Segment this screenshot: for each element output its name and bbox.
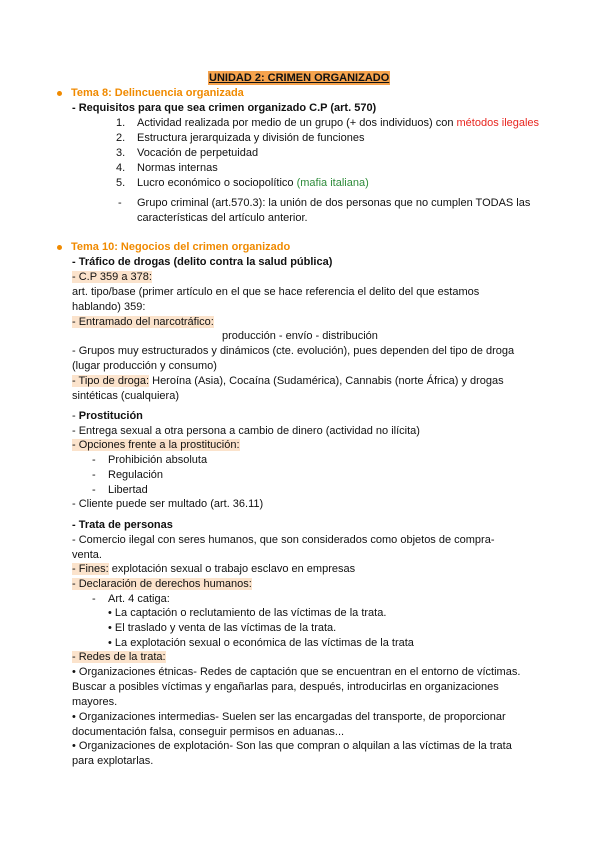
grupo-dash: - xyxy=(118,197,122,209)
trafico-heading: - Tráfico de drogas (delito contra la salud pública) xyxy=(72,256,333,268)
redes-label: - Redes de la trata: xyxy=(72,651,166,663)
list-item: Estructura jerarquizada y división de funciones xyxy=(137,132,365,144)
option-item: Regulación xyxy=(108,469,164,481)
org-intermedias-line2: documentación falsa, conseguir permisos en aduanas... xyxy=(72,726,345,738)
entramado-label: - Entramado del narcotráfico: xyxy=(72,316,214,328)
art-tipo-line1: art. tipo/base (primer artículo en el que se hace referencia el delito del que estamos xyxy=(72,286,480,298)
list-number: 3. xyxy=(116,147,126,159)
grupos-line2: (lugar producción y consumo) xyxy=(72,360,217,372)
art4-item: • La captación o reclutamiento de las víctimas de la trata. xyxy=(108,607,387,619)
list-item: Lucro económico o sociopolítico (mafia italiana) xyxy=(137,177,369,189)
art4-item: • El traslado y venta de las víctimas de la trata. xyxy=(108,622,337,634)
art4-dash: - xyxy=(92,593,96,605)
trata-heading: - Trata de personas xyxy=(72,519,173,531)
tema8-heading: Tema 8: Delincuencia organizada xyxy=(71,87,244,99)
grupos-line1: - Grupos muy estructurados y dinámicos (cte. evolución), pues dependen del tipo de droga xyxy=(72,345,515,357)
org-etnicas-line3: mayores. xyxy=(72,696,118,708)
list-item: Vocación de perpetuidad xyxy=(137,147,259,159)
art4-text: Art. 4 catiga: xyxy=(108,593,170,605)
entrega-text: - Entrega sexual a otra persona a cambio de dinero (actividad no ilícita) xyxy=(72,425,420,437)
org-intermedias-line1: • Organizaciones intermedias- Suelen ser las encargadas del transporte, de proporcionar xyxy=(72,711,506,723)
tipo-droga-line2: sintéticas (cualquiera) xyxy=(72,390,179,402)
option-item: Prohibición absoluta xyxy=(108,454,208,466)
org-explotacion-line1: • Organizaciones de explotación- Son las que compran o alquilan a las víctimas de la trata xyxy=(72,740,512,752)
tema10-heading: Tema 10: Negocios del crimen organizado xyxy=(71,241,291,253)
org-etnicas-line1: • Organizaciones étnicas- Redes de captación que se encuentran en el entorno de víctimas. xyxy=(72,666,521,678)
bullet-dot-icon xyxy=(57,245,62,250)
org-explotacion-line2: para explotarlas. xyxy=(72,755,154,767)
list-number: 1. xyxy=(116,117,126,129)
list-number: 4. xyxy=(116,162,126,174)
grupo-criminal-line1: Grupo criminal (art.570.3): la unión de dos personas que no cumplen TODAS las xyxy=(137,197,531,209)
declaracion-label: - Declaración de derechos humanos: xyxy=(72,578,252,590)
tipo-droga-line1: - Tipo de droga: Heroína (Asia), Cocaína (Sudamérica), Cannabis (norte África) y drogas xyxy=(72,375,504,387)
cliente-text: - Cliente puede ser multado (art. 36.11) xyxy=(72,498,264,510)
list-item: Normas internas xyxy=(137,162,218,174)
prostitucion-heading: - Prostitución xyxy=(72,410,143,422)
requisitos-heading: - Requisitos para que sea crimen organizado C.P (art. 570) xyxy=(72,102,377,114)
list-item: Actividad realizada por medio de un grupo (+ dos individuos) con métodos ilegales xyxy=(137,117,540,129)
opciones-label: - Opciones frente a la prostitución: xyxy=(72,439,240,451)
comercio-line1: - Comercio ilegal con seres humanos, que son considerados como objetos de compra- xyxy=(72,534,495,546)
art-tipo-line2: hablando) 359: xyxy=(72,301,146,313)
page-title: UNIDAD 2: CRIMEN ORGANIZADO xyxy=(209,72,390,84)
option-dash: - xyxy=(92,454,96,466)
comercio-line2: venta. xyxy=(72,549,102,561)
fines-line: - Fines: explotación sexual o trabajo esclavo en empresas xyxy=(72,563,356,575)
org-etnicas-line2: Buscar a posibles víctimas y engañarlas para, después, introducirlas en organizaciones xyxy=(72,681,499,693)
list-number: 2. xyxy=(116,132,126,144)
produccion-text: producción - envío - distribución xyxy=(222,330,378,342)
art4-item: • La explotación sexual o económica de las víctimas de la trata xyxy=(108,637,414,649)
option-dash: - xyxy=(92,484,96,496)
option-dash: - xyxy=(92,469,96,481)
cp-label: - C.P 359 a 378: xyxy=(72,271,152,283)
grupo-criminal-line2: características del artículo anterior. xyxy=(137,212,308,224)
list-number: 5. xyxy=(116,177,126,189)
option-item: Libertad xyxy=(108,484,148,496)
bullet-dot-icon xyxy=(57,91,62,96)
